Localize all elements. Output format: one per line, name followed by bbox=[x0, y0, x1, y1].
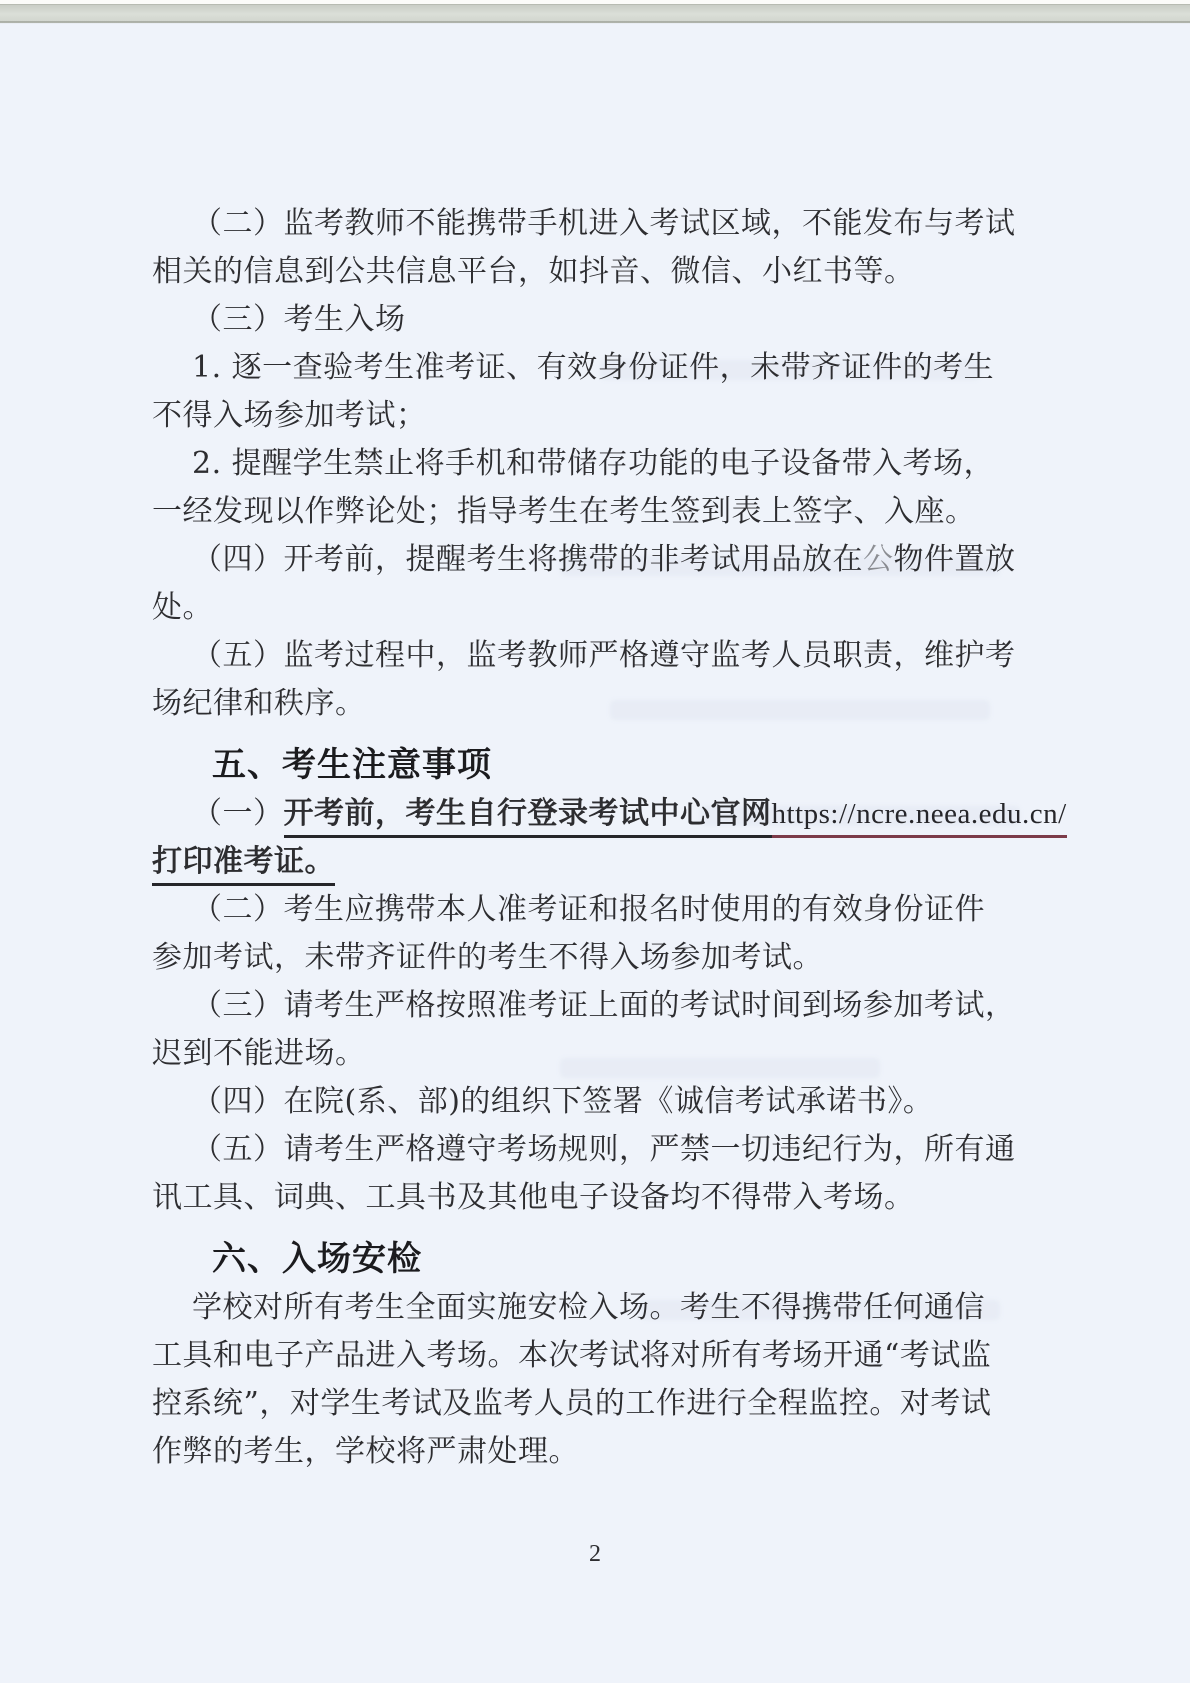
text-segment: 不得入场参加考试； bbox=[152, 398, 427, 433]
text-line bbox=[152, 392, 1082, 440]
text-segment: （一） bbox=[192, 796, 284, 831]
text-line bbox=[152, 680, 1082, 728]
text-segment: 物件置放 bbox=[893, 542, 1016, 577]
text-line bbox=[152, 536, 1082, 584]
text-line bbox=[152, 1174, 1082, 1222]
text-line bbox=[152, 1126, 1082, 1174]
underlined-notice-text: 开考前，考生自行登录考试中心官网 bbox=[284, 796, 772, 838]
text-segment: （三）考生入场 bbox=[192, 302, 406, 337]
text-line bbox=[152, 1078, 1082, 1126]
text-segment: （三）请考生严格按照准考证上面的考试时间到场参加考试， bbox=[192, 988, 1016, 1023]
text-segment: 作弊的考生，学校将严肃处理。 bbox=[152, 1434, 579, 1469]
scan-band-artifact bbox=[0, 4, 1190, 23]
text-segment: 讯工具、词典、工具书及其他电子设备均不得带入考场。 bbox=[152, 1180, 915, 1215]
text-line bbox=[152, 790, 1082, 838]
text-line bbox=[152, 1380, 1082, 1428]
text-segment: （五）请考生严格遵守考场规则，严禁一切违纪行为，所有通 bbox=[192, 1132, 1016, 1167]
text-segment: 场纪律和秩序。 bbox=[152, 686, 366, 721]
text-segment: 迟到不能进场。 bbox=[152, 1036, 366, 1071]
text-line bbox=[152, 1428, 1082, 1476]
text-line bbox=[152, 886, 1082, 934]
text-line bbox=[152, 1284, 1082, 1332]
text-segment: 处。 bbox=[152, 590, 213, 625]
text-segment: 五、考生注意事项 bbox=[212, 746, 492, 784]
text-segment: 2. 提醒学生禁止将手机和带储存功能的电子设备带入考场， bbox=[192, 446, 995, 481]
text-line bbox=[152, 934, 1082, 982]
text-line bbox=[152, 296, 1082, 344]
text-segment: （二）监考教师不能携带手机进入考试区域，不能发布与考试 bbox=[192, 206, 1016, 241]
text-segment: 相关的信息到公共信息平台，如抖音、微信、小红书等。 bbox=[152, 254, 915, 289]
text-segment: 控系统”，对学生考试及监考人员的工作进行全程监控。对考试 bbox=[152, 1386, 992, 1421]
text-segment: （四）开考前，提醒考生将携带的非考试用品放在 bbox=[192, 542, 863, 577]
document-body bbox=[152, 200, 1082, 1476]
text-line bbox=[152, 838, 1082, 886]
text-line bbox=[152, 248, 1082, 296]
link-url: https://ncre.neea.edu.cn/ bbox=[772, 798, 1067, 838]
section-heading bbox=[152, 740, 1082, 790]
text-line bbox=[152, 440, 1082, 488]
text-segment: 工具和电子产品进入考场。本次考试将对所有考场开通“考试监 bbox=[152, 1338, 992, 1373]
section-heading bbox=[152, 1234, 1082, 1284]
text-segment: （四）在院(系、部)的组织下签署《诚信考试承诺书》。 bbox=[192, 1084, 934, 1119]
text-line bbox=[152, 344, 1082, 392]
text-segment: （五）监考过程中，监考教师严格遵守监考人员职责，维护考 bbox=[192, 638, 1016, 673]
text-segment: 参加考试，未带齐证件的考生不得入场参加考试。 bbox=[152, 940, 823, 975]
text-segment: 一经发现以作弊论处；指导考生在考生签到表上签字、入座。 bbox=[152, 494, 976, 529]
text-segment: 公 bbox=[863, 542, 894, 577]
page-number: 2 bbox=[589, 1541, 601, 1567]
text-line bbox=[152, 584, 1082, 632]
text-line bbox=[152, 982, 1082, 1030]
text-line bbox=[152, 200, 1082, 248]
text-segment: （二）考生应携带本人准考证和报名时使用的有效身份证件 bbox=[192, 892, 985, 927]
text-line bbox=[152, 632, 1082, 680]
text-line bbox=[152, 1332, 1082, 1380]
underlined-notice-text: 打印准考证。 bbox=[152, 844, 335, 886]
text-segment: 1. 逐一查验考生准考证、有效身份证件，未带齐证件的考生 bbox=[192, 350, 995, 385]
text-segment: 六、入场安检 bbox=[212, 1240, 422, 1278]
text-line bbox=[152, 1030, 1082, 1078]
text-line bbox=[152, 488, 1082, 536]
text-segment: 学校对所有考生全面实施安检入场。考生不得携带任何通信 bbox=[192, 1290, 985, 1325]
